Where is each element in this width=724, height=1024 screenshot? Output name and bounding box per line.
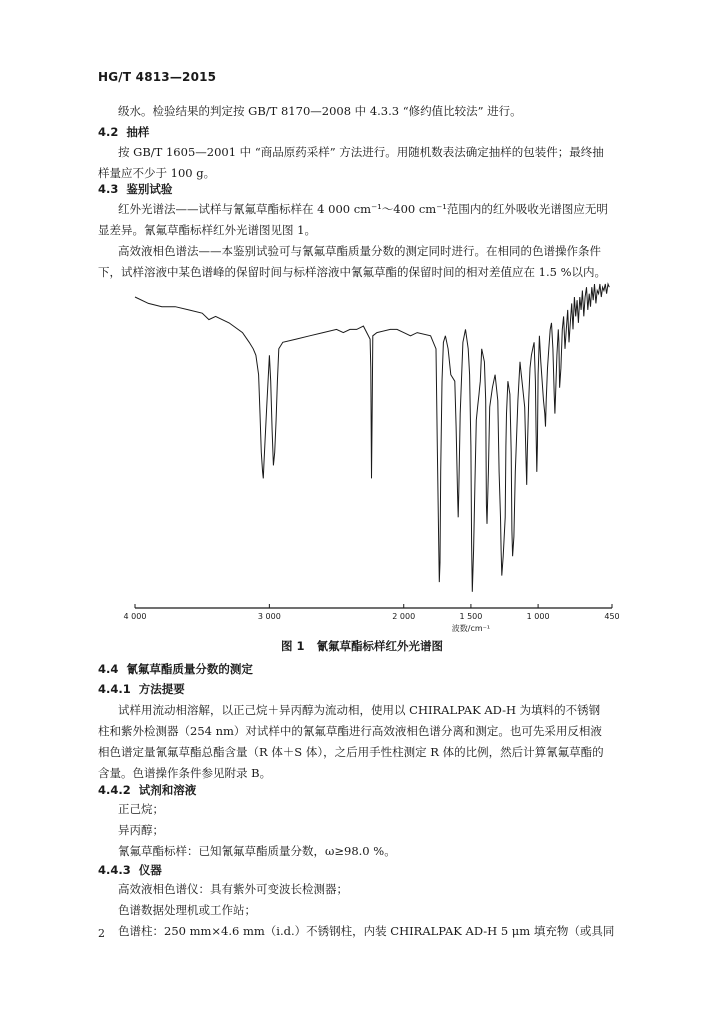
section-number: 4.2 — [98, 125, 119, 139]
instrument-item: 色谱柱：250 mm×4.6 mm（i.d.）不锈钢柱，内装 CHIRALPAK AD-H 5 μm 填充物（或具同 — [118, 924, 615, 938]
section-title: 仪器 — [138, 863, 162, 877]
section-4-2-heading — [98, 124, 149, 140]
text-line: 高效液相色谱法——本鉴别试验可与氰氟草酯质量分数的测定同时进行。在相同的色谱操作条件 — [118, 244, 601, 258]
reagent-item: 异丙醇； — [118, 823, 164, 837]
section-4-4-1-heading — [98, 681, 185, 697]
ir-method-paragraph — [98, 199, 608, 241]
text-line: 显差异。氰氟草酯标样红外光谱图见图 1。 — [98, 223, 316, 237]
x-tick-label: 4 000 — [123, 612, 147, 621]
text-line: 下，试样溶液中某色谱峰的保留时间与标样溶液中氰氟草酯的保留时间的相对差值应在 1.5 %以内。 — [98, 265, 607, 279]
figure-title: 氰氟草酯标样红外光谱图 — [316, 639, 443, 653]
text-line: 按 GB/T 1605—2001 中 “商品原药采样” 方法进行。用随机数表法确定抽样的包装件；最终抽 — [118, 145, 604, 159]
text-line: 试样用流动相溶解，以正己烷＋异丙醇为流动相，使用以 CHIRALPAK AD-H 为填料的不锈钢 — [118, 703, 601, 717]
section-4-4-3-heading — [98, 862, 162, 878]
instrument-item: 高效液相色谱仪：具有紫外可变波长检测器； — [118, 882, 348, 896]
section-4-3-heading — [98, 181, 172, 197]
section-title: 抽样 — [126, 125, 150, 139]
section-title: 鉴别试验 — [126, 182, 173, 196]
section-number: 4.4.3 — [98, 863, 131, 877]
reagent-item: 氰氟草酯标样：已知氰氟草酯质量分数，ω≥98.0 %。 — [118, 844, 396, 858]
x-tick-label: 1 000 — [526, 612, 550, 621]
section-title: 方法提要 — [138, 682, 185, 696]
x-tick-label: 450 — [604, 612, 620, 621]
method-summary-paragraph — [98, 700, 604, 784]
text-line: 样量应不少于 100 g。 — [98, 166, 216, 180]
text-line: 含量。色谱操作条件参见附录 B。 — [98, 766, 272, 780]
intro-line: 级水。检验结果的判定按 GB/T 8170—2008 中 4.3.3 “修约值比较法” 进行。 — [118, 104, 522, 118]
text-line: 红外光谱法——试样与氰氟草酯标样在 4 000 cm⁻¹～400 cm⁻¹范围内的红外吸收光谱图应无明 — [118, 202, 608, 216]
reagent-item: 正己烷； — [118, 802, 164, 816]
section-4-4-2-heading — [98, 782, 196, 798]
section-number: 4.4 — [98, 662, 119, 676]
x-tick-label: 3 000 — [257, 612, 281, 621]
spectrum-line — [135, 284, 609, 592]
section-title: 试剂和溶液 — [138, 783, 197, 797]
x-tick-label: 1 500 — [459, 612, 483, 621]
instrument-item: 色谱数据处理机或工作站； — [118, 903, 256, 917]
section-number: 4.4.1 — [98, 682, 131, 696]
section-4-4-heading — [98, 661, 253, 677]
section-number: 4.4.2 — [98, 783, 131, 797]
section-number: 4.3 — [98, 182, 119, 196]
x-tick-label: 2 000 — [392, 612, 416, 621]
figure-caption — [0, 638, 724, 654]
ir-spectrum-chart — [120, 276, 630, 636]
text-line: 相色谱定量氰氟草酯总酯含量（R 体＋S 体），之后用手性柱测定 R 体的比例，然后计算氰氟草酯的 — [98, 745, 604, 759]
x-axis-label: 波数/cm⁻¹ — [451, 624, 491, 633]
standard-code-header: HG/T 4813—2015 — [98, 70, 217, 84]
section-4-2-paragraph — [98, 142, 604, 184]
figure-number: 图 1 — [280, 639, 305, 653]
text-line: 柱和紫外检测器（254 nm）对试样中的氰氟草酯进行高效液相色谱分离和测定。也可先采用反相液 — [98, 724, 602, 738]
section-title: 氰氟草酯质量分数的测定 — [126, 662, 253, 676]
page-number: 2 — [98, 927, 105, 940]
